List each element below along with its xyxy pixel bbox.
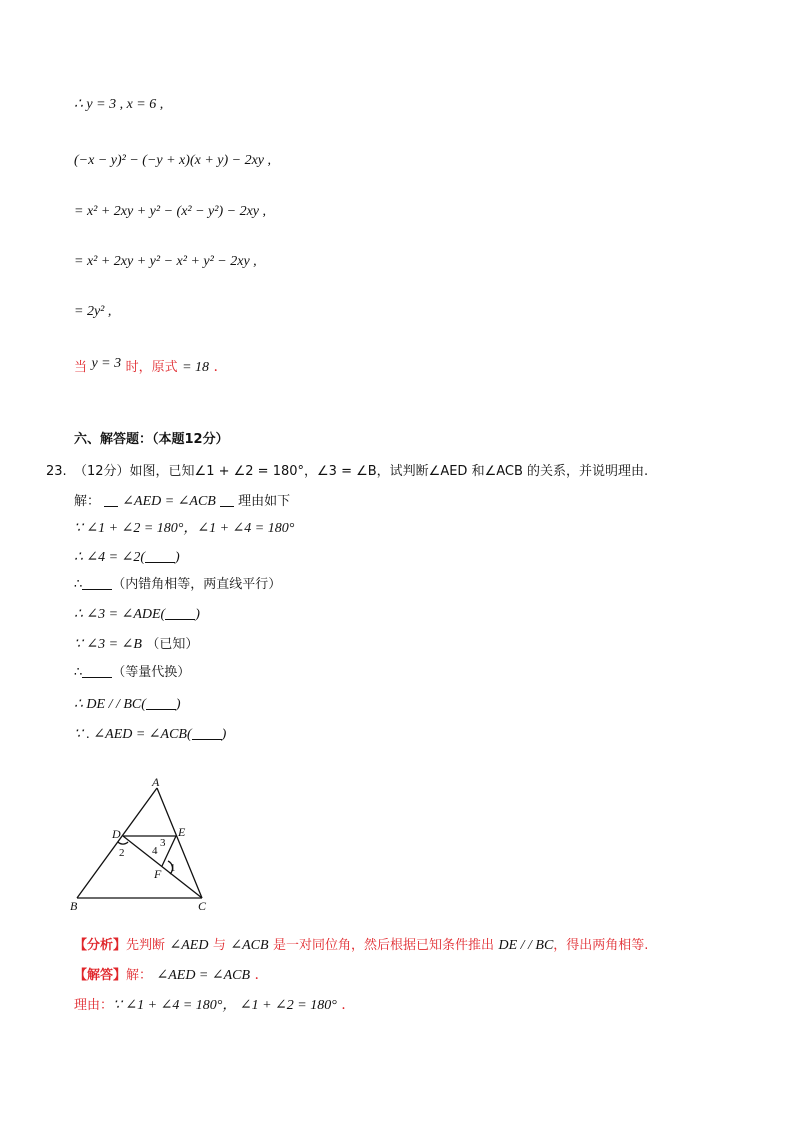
conclusion-end: . bbox=[213, 359, 218, 375]
step-line-4: = x² + 2xy + y² − x² + y² − 2xy , bbox=[74, 254, 257, 269]
proof-line-7-close: ) bbox=[175, 697, 181, 712]
analysis-tag: 【分析】 bbox=[74, 938, 127, 953]
proof-blank-0a[interactable] bbox=[104, 492, 118, 507]
proof-blank-2[interactable] bbox=[145, 548, 175, 563]
proof-line-4-text: ∴ ∠3 = ∠ADE( bbox=[74, 607, 166, 622]
label-c: C bbox=[198, 899, 207, 913]
analysis-text-b: 与 bbox=[212, 938, 226, 953]
answer-end: . bbox=[254, 967, 259, 983]
proof-line-8 bbox=[74, 724, 226, 745]
reason-math: ∵ ∠1 + ∠4 = 180°， ∠1 + ∠2 = 180° bbox=[113, 998, 337, 1013]
conclusion-math-1: y = 3 bbox=[91, 356, 122, 371]
label-angle-1: 1 bbox=[170, 862, 176, 874]
reason-label: 理由： bbox=[74, 998, 114, 1013]
problem-statement: （12分）如图，已知∠1 + ∠2 = 180°，∠3 = ∠B，试判断∠AED 和∠ACB 的关系，并说明理由. bbox=[74, 464, 649, 479]
reason-end: . bbox=[341, 997, 346, 1013]
segment-ab bbox=[77, 788, 157, 898]
step-line-2: (−x − y)² − (−y + x)(x + y) − 2xy , bbox=[74, 153, 272, 168]
analysis-math-3: DE / / BC bbox=[498, 938, 554, 953]
proof-line-8-close: ) bbox=[221, 727, 227, 742]
proof-line-6 bbox=[74, 663, 190, 683]
answer-tag: 【解答】 bbox=[74, 968, 127, 983]
analysis-text-a: 先判断 bbox=[126, 938, 166, 953]
problem-number: 23. bbox=[46, 464, 67, 479]
geometry-figure bbox=[66, 774, 216, 914]
proof-blank-3[interactable] bbox=[82, 575, 112, 590]
proof-line-2-close: ) bbox=[174, 550, 180, 565]
proof-line-2 bbox=[74, 547, 180, 568]
analysis-math-2: ∠ACB bbox=[230, 938, 269, 953]
label-f: F bbox=[154, 867, 162, 881]
analysis-math-1: ∠AED bbox=[169, 938, 209, 953]
answer-text: 解： bbox=[126, 968, 153, 983]
proof-line-2-text: ∴ ∠4 = ∠2( bbox=[74, 550, 145, 565]
proof-line-1: ∵ ∠1 + ∠2 = 180°，∠1 + ∠4 = 180° bbox=[74, 521, 295, 536]
label-d: D bbox=[112, 827, 121, 841]
proof-intro bbox=[74, 492, 290, 512]
proof-line-6-b: （等量代换） bbox=[112, 665, 191, 680]
analysis-line bbox=[74, 935, 648, 956]
label-a: A bbox=[152, 775, 160, 789]
conclusion-prefix: 当 bbox=[74, 360, 88, 375]
proof-intro-math: ∠AED = ∠ACB bbox=[122, 494, 216, 509]
label-angle-4: 4 bbox=[152, 845, 158, 857]
analysis-text-c: 是一对同位角，然后根据已知条件推出 bbox=[272, 938, 494, 953]
proof-line-3-a: ∴ bbox=[74, 577, 83, 592]
proof-blank-7[interactable] bbox=[146, 695, 176, 710]
answer-math: ∠AED = ∠ACB bbox=[156, 968, 251, 983]
label-angle-2: 2 bbox=[119, 847, 125, 859]
proof-blank-0b[interactable] bbox=[220, 492, 234, 507]
proof-line-3 bbox=[74, 575, 281, 595]
proof-line-7-text: ∴ DE / / BC( bbox=[74, 697, 146, 712]
label-b: B bbox=[70, 899, 78, 913]
label-e: E bbox=[178, 825, 186, 839]
step-line-5: = 2y² , bbox=[74, 304, 112, 319]
proof-line-6-a: ∴ bbox=[74, 665, 83, 680]
conclusion-line bbox=[74, 354, 218, 378]
reason-line bbox=[74, 995, 346, 1016]
step-line-1: ∴ y = 3 , x = 6 , bbox=[74, 97, 164, 112]
section-title: 六、解答题：（本题12分） bbox=[74, 432, 229, 447]
proof-blank-8[interactable] bbox=[192, 725, 222, 740]
proof-blank-4[interactable] bbox=[165, 605, 195, 620]
proof-line-5 bbox=[74, 634, 198, 655]
angle-arc-2 bbox=[118, 842, 128, 844]
conclusion-mid: 时，原式 bbox=[125, 360, 178, 375]
label-angle-3: 3 bbox=[160, 837, 166, 849]
proof-line-8-text: ∵ . ∠AED = ∠ACB( bbox=[74, 727, 192, 742]
analysis-text-d: ，得出两角相等. bbox=[553, 938, 649, 953]
proof-line-4-close: ) bbox=[195, 607, 200, 622]
conclusion-math-2: = 18 bbox=[182, 360, 210, 375]
proof-line-4 bbox=[74, 604, 200, 625]
step-line-3: = x² + 2xy + y² − (x² − y²) − 2xy , bbox=[74, 204, 267, 219]
proof-line-5-b: （已知） bbox=[146, 637, 199, 652]
proof-intro-b: 理由如下 bbox=[238, 494, 291, 509]
answer-line bbox=[74, 965, 259, 986]
proof-intro-a: 解： bbox=[74, 494, 101, 509]
proof-line-5-a: ∵ ∠3 = ∠B bbox=[74, 637, 142, 652]
proof-blank-6[interactable] bbox=[82, 663, 112, 678]
proof-line-3-b: （内错角相等，两直线平行） bbox=[112, 577, 282, 592]
proof-line-7 bbox=[74, 694, 181, 715]
